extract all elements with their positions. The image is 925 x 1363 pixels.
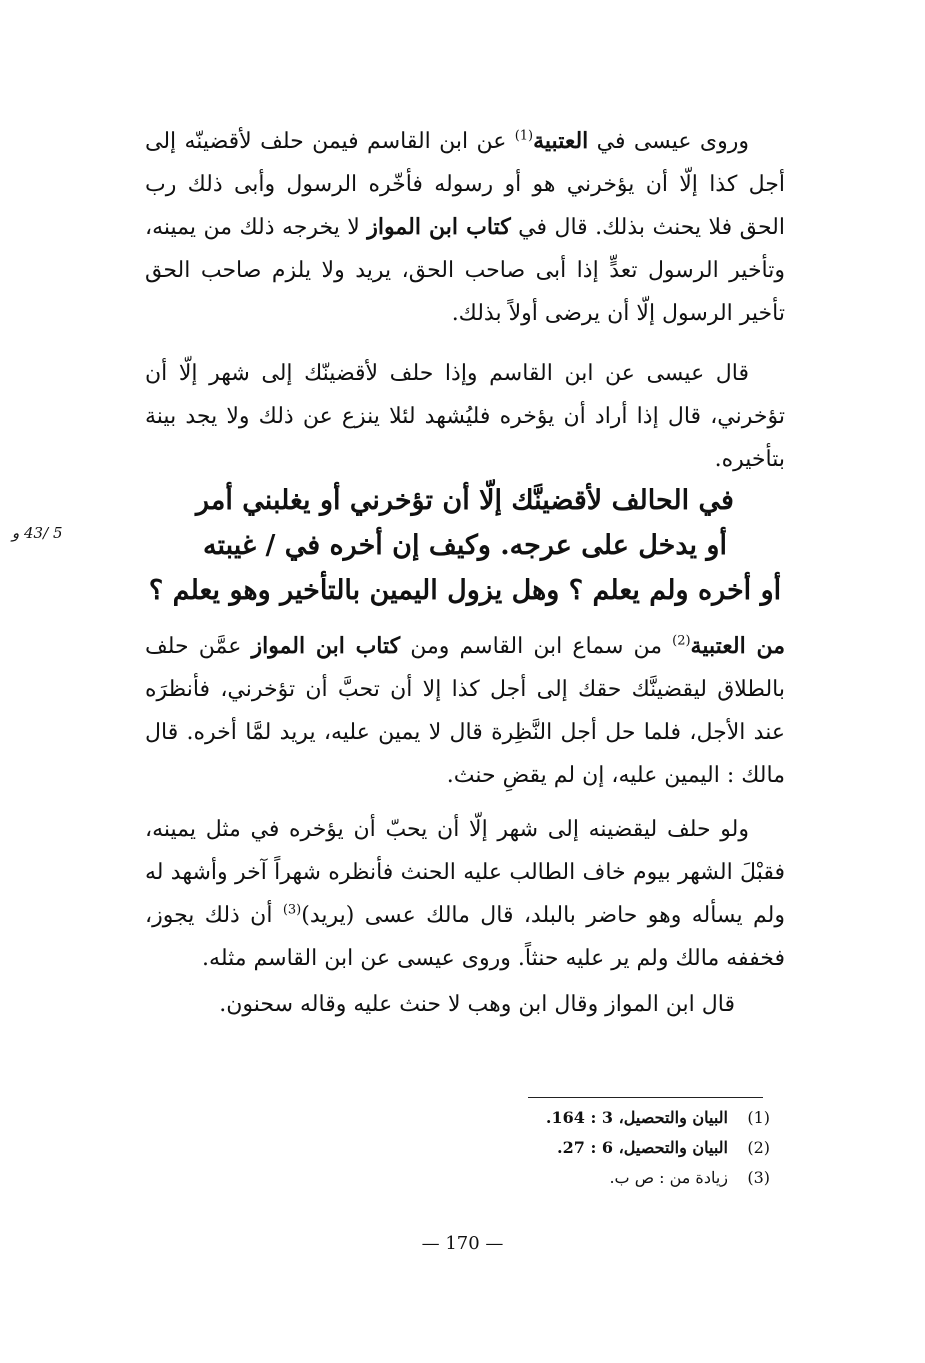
paragraph-1-text-b: عن ابن القاسم فيمن حلف لأقضينّه إلى أجل كذا إلّا أن يؤخرني هو أو رسوله فأخّره الرسول وأبى ذلك رب الحق فلا يحنث بذلك. قال في: [145, 129, 785, 240]
heading-line-2: أو يدخل على عرجه. وكيف إن أخره في / غيبته: [203, 530, 727, 561]
source-name-ibn-mawwaz: كتاب ابن المواز: [367, 214, 511, 240]
paragraph-3-text-a: من سماع ابن القاسم ومن: [400, 634, 673, 659]
footnotes: [370, 1103, 770, 1193]
source-name-ibn-mawwaz: كتاب ابن المواز: [251, 633, 401, 659]
paragraph-4-text-b: أن ذلك يجوز، فخففه مالك ولم ير عليه حنثاً. وروى عيسى عن ابن القاسم مثله.: [145, 903, 785, 971]
source-name-utbiyya: العتبية: [533, 128, 589, 154]
heading-line-3: أو أخره ولم يعلم ؟ وهل يزول اليمين بالتأخير وهو يعلم ؟: [148, 575, 782, 606]
footnote-text: زيادة من : ص ب.: [609, 1168, 728, 1187]
footnote-divider: [528, 1097, 763, 1098]
page-number: — 170 —: [421, 1233, 504, 1254]
paragraph-4-text-a: ولو حلف ليقضينه إلى شهر إلّا أن يحبّ أن يؤخره في مثل يمينه، فقبْلَ الشهر بيوم خاف الطالب عليه الحنث فأنظره شهراً آخر وأشهد له ولم يسأله وهو حاضر بالبلد، قال مالك عسى (يريد): [145, 817, 785, 928]
footnote-item: [370, 1163, 770, 1193]
paragraph-1-text-a: وروى عيسى في: [588, 129, 749, 154]
paragraph-1: [145, 120, 785, 335]
footnote-number: (2): [747, 1138, 770, 1157]
paragraph-4: [145, 808, 785, 980]
paragraph-3-text-b: عمَّن حلف بالطلاق ليقضينَّك حقك إلى أجل كذا إلا أن تحبَّ أن تؤخرني، فأنظرَه عند الأجل، فلما حل أجل النَّظِرة قال لا يمين عليه، يريد لمَّا أخره. قال مالك : اليمين عليه، إن لم يقضِ حنث.: [145, 634, 785, 788]
paragraph-5: قال ابن المواز وقال ابن وهب لا حنث عليه وقاله سحنون.: [219, 992, 735, 1017]
paragraph-1-text-c: لا يخرجه ذلك من يمينه، وتأخير الرسول تعدٍّ إذا أبى صاحب الحق، يريد ولا يلزم صاحب الحق تأخير الرسول إلّا أن يرضى أولاً بذلك.: [145, 215, 785, 326]
footnote-number: (3): [747, 1168, 770, 1187]
footnote-marker-3: (3): [282, 902, 302, 918]
footnote-marker-2: (2): [672, 633, 691, 649]
footnote-item: [370, 1133, 770, 1163]
footnote-marker-1: (1): [514, 128, 534, 144]
footnote-text: البيان والتحصيل، 6 : 27.: [557, 1138, 728, 1157]
footnote-item: [370, 1103, 770, 1133]
section-heading: [135, 478, 795, 613]
source-name-utbiyya: من العتبية: [690, 633, 785, 659]
footnote-number: (1): [747, 1108, 770, 1127]
manuscript-folio-reference: 5 /43 و: [12, 524, 63, 542]
heading-line-1: في الحالف لأقضينَّك إلّا أن تؤخرني أو يغلبني أمر: [196, 485, 734, 516]
paragraph-2-text: قال عيسى عن ابن القاسم وإذا حلف لأقضينّك إلى شهر إلّا أن تؤخرني، قال إذا أراد أن يؤخره فليُشهد لئلا ينزع عن ذلك ولا يجد بينة بتأخيره.: [145, 361, 785, 472]
footnote-text: البيان والتحصيل، 3 : 164.: [545, 1108, 728, 1127]
paragraph-3: [145, 625, 785, 797]
paragraph-2: [145, 352, 785, 481]
